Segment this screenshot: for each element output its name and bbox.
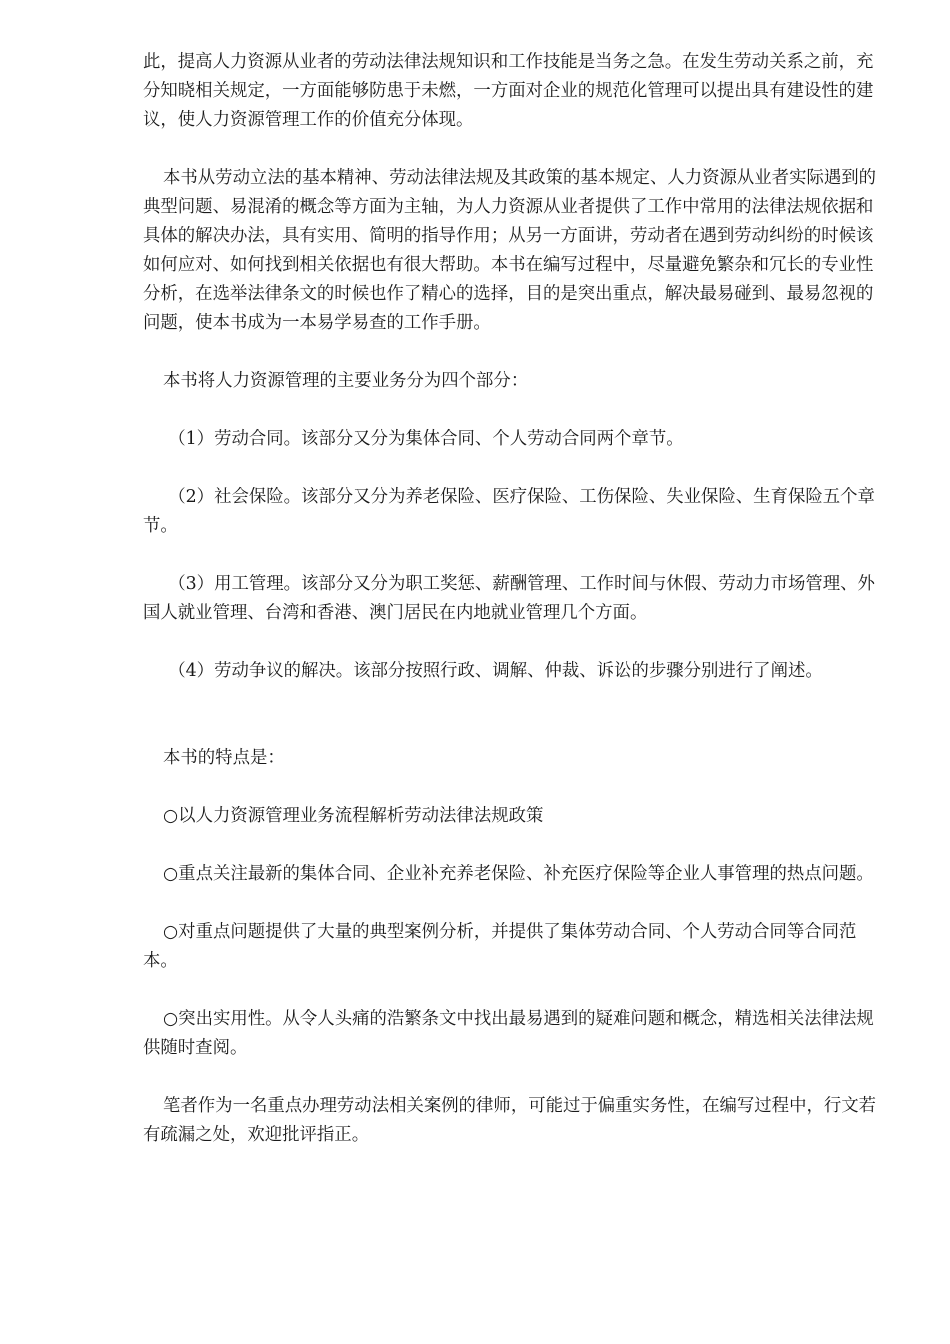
paragraph-parts-intro: 本书将人力资源管理的主要业务分为四个部分： — [163, 371, 529, 391]
paragraph-intro-continuation: 此，提高人力资源从业者的劳动法律法规知识和工作技能是当务之急。在发生劳动关系之前，充分知晓相关规定，一方面能够防患于未燃，一方面对企业的规范化管理可以提出具有建设性的建议，使人力资源管理工作的价值充分体现。 — [143, 52, 874, 130]
list-item-part-2: （2）社会保险。该部分又分为养老保险、医疗保险、工伤保险、失业保险、生育保险五个章节。 — [143, 487, 875, 536]
list-item-part-4: （4）劳动争议的解决。该部分按照行政、调解、仲裁、诉讼的步骤分别进行了阐述。 — [168, 661, 823, 681]
list-item-feature-1: ○以人力资源管理业务流程解析劳动法律法规政策 — [163, 806, 544, 826]
list-item-part-3: （3）用工管理。该部分又分为职工奖惩、薪酬管理、工作时间与休假、劳动力市场管理、外国人就业管理、台湾和香港、澳门居民在内地就业管理几个方面。 — [143, 574, 875, 623]
paragraph-features-intro: 本书的特点是： — [163, 748, 285, 768]
list-item-feature-3: ○对重点问题提供了大量的典型案例分析，并提供了集体劳动合同、个人劳动合同等合同范本。 — [143, 922, 857, 971]
list-item-part-1: （1）劳动合同。该部分又分为集体合同、个人劳动合同两个章节。 — [168, 429, 684, 449]
paragraph-author-note: 笔者作为一名重点办理劳动法相关案例的律师，可能过于偏重实务性，在编写过程中，行文若有疏漏之处，欢迎批评指正。 — [143, 1096, 877, 1145]
paragraph-book-purpose: 本书从劳动立法的基本精神、劳动法律法规及其政策的基本规定、人力资源从业者实际遇到的典型问题、易混淆的概念等方面为主轴，为人力资源从业者提供了工作中常用的法律法规依据和具体的解决办法，具有实用、简明的指导作用；从另一方面讲，劳动者在遇到劳动纠纷的时候该如何应对、如何找到相关依据也有很大帮助。本书在编写过程中，尽量避免繁杂和冗长的专业性分析，在选举法律条文的时候也作了精心的选择，目的是突出重点，解决最易碰到、最易忽视的问题，使本书成为一本易学易查的工作手册。 — [143, 168, 877, 333]
list-item-feature-2: ○重点关注最新的集体合同、企业补充养老保险、补充医疗保险等企业人事管理的热点问题。 — [163, 864, 874, 884]
list-item-feature-4: ○突出实用性。从令人头痛的浩繁条文中找出最易遇到的疑难问题和概念，精选相关法律法规供随时查阅。 — [143, 1009, 874, 1058]
document-page — [143, 48, 883, 1150]
